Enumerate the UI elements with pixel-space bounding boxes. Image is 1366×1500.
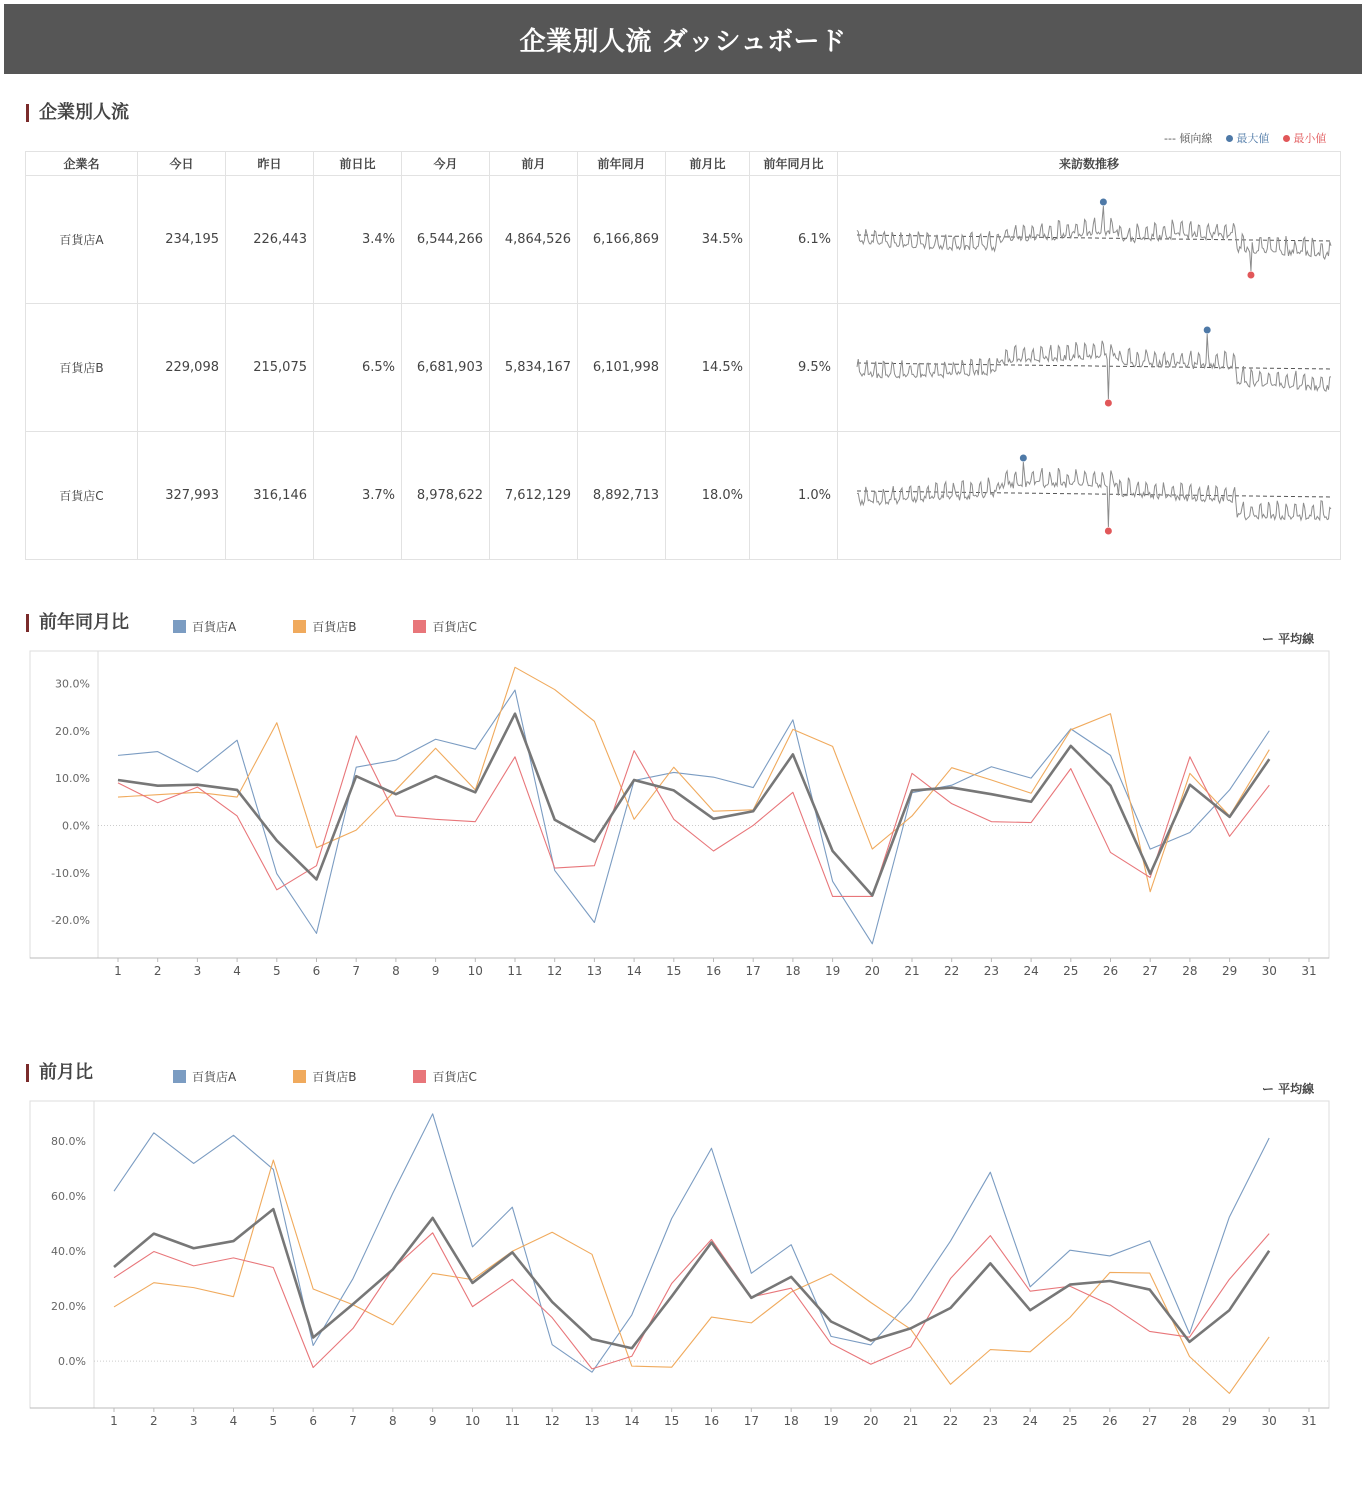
x-tick-label: 12 <box>547 964 563 978</box>
sparkline-series <box>857 462 1331 527</box>
x-tick-label: 7 <box>349 1414 357 1428</box>
x-tick-label: 30 <box>1261 964 1277 978</box>
cell-today: 229,098 <box>138 304 226 432</box>
table-row[interactable] <box>26 432 1341 560</box>
legend-item-c[interactable] <box>413 618 476 635</box>
x-tick-label: 29 <box>1221 964 1238 978</box>
sparkline-cell <box>838 176 1341 304</box>
legend-label: 百貨店A <box>192 1070 237 1084</box>
y-tick-label: 60.0% <box>51 1189 86 1203</box>
sparkline-cell <box>838 304 1341 432</box>
cell-day-ratio: 3.7% <box>314 432 402 560</box>
cell-today: 327,993 <box>138 432 226 560</box>
x-tick-label: 9 <box>431 964 440 978</box>
trend-legend-label: --- 傾向線 <box>1164 132 1213 145</box>
legend-label: 百貨店C <box>432 1070 477 1084</box>
series-line-1 <box>118 690 1269 944</box>
x-tick-label: 2 <box>150 1414 158 1428</box>
sparkline-legend <box>1164 130 1326 146</box>
chart-frame <box>30 651 1329 958</box>
x-tick-label: 25 <box>1063 964 1079 978</box>
dashboard-header <box>4 4 1362 74</box>
x-tick-label: 3 <box>193 964 202 978</box>
cell-yesterday: 226,443 <box>226 176 314 304</box>
trend-legend-item <box>1164 130 1212 146</box>
x-tick-label: 5 <box>272 964 281 978</box>
table-row[interactable] <box>26 176 1341 304</box>
x-tick-label: 13 <box>584 1414 600 1428</box>
x-tick-label: 18 <box>785 964 801 978</box>
cell-mom: 18.0% <box>666 432 750 560</box>
table-header-row <box>26 152 1341 176</box>
x-tick-label: 25 <box>1062 1414 1078 1428</box>
cell-yoy: 9.5% <box>750 304 838 432</box>
col-header-yoy[interactable]: 前年同月比 <box>750 152 838 176</box>
legend-item-a[interactable] <box>173 618 236 635</box>
max-marker <box>1020 455 1027 462</box>
col-header-mom[interactable]: 前月比 <box>666 152 750 176</box>
legend-swatch-icon <box>293 620 306 633</box>
x-tick-label: 28 <box>1181 1414 1198 1428</box>
max-legend-item <box>1226 130 1269 146</box>
y-tick-label: 0.0% <box>62 819 90 833</box>
y-tick-label: 40.0% <box>51 1244 86 1258</box>
x-tick-label: 18 <box>783 1414 799 1428</box>
cell-ly-month: 6,101,998 <box>578 304 666 432</box>
x-tick-label: 26 <box>1102 1414 1118 1428</box>
x-tick-label: 4 <box>229 1414 238 1428</box>
cell-last-month: 7,612,129 <box>490 432 578 560</box>
y-tick-label: 20.0% <box>55 724 90 738</box>
x-tick-label: 7 <box>352 964 361 978</box>
cell-day-ratio: 6.5% <box>314 304 402 432</box>
y-tick-label: -10.0% <box>51 866 90 880</box>
x-tick-label: 16 <box>703 1414 720 1428</box>
x-tick-label: 27 <box>1142 964 1158 978</box>
x-tick-label: 22 <box>944 964 960 978</box>
min-marker <box>1247 272 1254 279</box>
x-tick-label: 16 <box>705 964 722 978</box>
x-tick-label: 20 <box>863 1414 879 1428</box>
col-header-ly-month[interactable]: 前年同月 <box>578 152 666 176</box>
y-tick-label: 30.0% <box>55 677 90 691</box>
x-tick-label: 29 <box>1221 1414 1237 1428</box>
legend-item-c[interactable] <box>413 1068 476 1085</box>
yoy-section-title: 前年同月比 <box>26 614 129 632</box>
y-tick-label: 80.0% <box>51 1134 86 1148</box>
x-tick-label: 23 <box>982 1414 998 1428</box>
x-tick-label: 13 <box>586 964 603 978</box>
mom-average-legend: ー 平均線 <box>1262 1082 1315 1096</box>
x-tick-label: 17 <box>745 964 761 978</box>
cell-ly-month: 6,166,869 <box>578 176 666 304</box>
dashboard-title: 企業別人流 ダッシュボード <box>519 26 847 57</box>
x-tick-label: 14 <box>626 964 642 978</box>
col-header-name[interactable]: 企業名 <box>26 152 138 176</box>
legend-label: 百貨店B <box>312 620 357 634</box>
mom-line-chart <box>0 1095 1366 1435</box>
min-legend-label: 最小値 <box>1293 132 1327 145</box>
col-header-trend[interactable]: 来訪数推移 <box>838 152 1341 176</box>
cell-last-month: 4,864,526 <box>490 176 578 304</box>
cell-yoy: 1.0% <box>750 432 838 560</box>
x-tick-label: 6 <box>309 1414 317 1428</box>
x-tick-label: 19 <box>823 1414 839 1428</box>
legend-swatch-icon <box>173 620 186 633</box>
x-tick-label: 1 <box>114 964 122 978</box>
x-tick-label: 2 <box>153 964 162 978</box>
sparkline-chart <box>839 176 1340 299</box>
x-tick-label: 17 <box>743 1414 759 1428</box>
x-tick-label: 22 <box>942 1414 959 1428</box>
x-tick-label: 8 <box>392 964 400 978</box>
x-tick-label: 19 <box>824 964 841 978</box>
col-header-this-month[interactable]: 今月 <box>402 152 490 176</box>
min-marker <box>1105 528 1112 535</box>
x-tick-label: 9 <box>428 1414 437 1428</box>
x-tick-label: 15 <box>666 964 682 978</box>
x-tick-label: 28 <box>1182 964 1198 978</box>
x-tick-label: 1 <box>110 1414 118 1428</box>
series-line-2 <box>118 667 1269 891</box>
cell-today: 234,195 <box>138 176 226 304</box>
legend-item-b[interactable] <box>293 618 356 635</box>
x-tick-label: 31 <box>1301 1414 1317 1428</box>
x-tick-label: 4 <box>233 964 241 978</box>
y-tick-label: -20.0% <box>51 914 90 928</box>
yoy-line-chart <box>0 645 1366 985</box>
legend-item-b[interactable] <box>293 1068 356 1085</box>
x-tick-label: 23 <box>983 964 1000 978</box>
cell-ly-month: 8,892,713 <box>578 432 666 560</box>
yoy-legend <box>173 618 534 635</box>
x-tick-label: 8 <box>389 1414 397 1428</box>
max-marker <box>1204 327 1211 334</box>
sparkline-chart <box>839 304 1340 427</box>
col-header-yesterday[interactable]: 昨日 <box>226 152 314 176</box>
cell-yoy: 6.1% <box>750 176 838 304</box>
x-tick-label: 27 <box>1142 1414 1158 1428</box>
x-tick-label: 10 <box>467 964 483 978</box>
x-tick-label: 21 <box>904 964 920 978</box>
table-row[interactable] <box>26 304 1341 432</box>
cell-this-month: 6,544,266 <box>402 176 490 304</box>
y-tick-label: 0.0% <box>58 1355 86 1369</box>
legend-swatch-icon <box>413 620 426 633</box>
cell-store-name: 百貨店C <box>26 432 138 560</box>
col-header-day-ratio[interactable]: 前日比 <box>314 152 402 176</box>
cell-store-name: 百貨店B <box>26 304 138 432</box>
sparkline-series <box>857 334 1331 399</box>
sparkline-chart <box>839 432 1340 555</box>
min-marker <box>1105 400 1112 407</box>
legend-label: 百貨店B <box>312 1070 357 1084</box>
legend-label: 百貨店C <box>432 620 477 634</box>
mom-legend <box>173 1068 534 1085</box>
yoy-average-legend: ー 平均線 <box>1262 632 1315 646</box>
store-flow-table <box>25 151 1341 560</box>
trend-line <box>857 491 1331 497</box>
cell-this-month: 6,681,903 <box>402 304 490 432</box>
x-tick-label: 15 <box>664 1414 680 1428</box>
x-tick-label: 30 <box>1261 1414 1277 1428</box>
sparkline-cell <box>838 432 1341 560</box>
x-tick-label: 21 <box>903 1414 919 1428</box>
x-tick-label: 12 <box>544 1414 560 1428</box>
min-dot-icon <box>1283 135 1290 142</box>
legend-swatch-icon <box>413 1070 426 1083</box>
cell-store-name: 百貨店A <box>26 176 138 304</box>
col-header-today[interactable]: 今日 <box>138 152 226 176</box>
x-tick-label: 31 <box>1301 964 1317 978</box>
cell-day-ratio: 3.4% <box>314 176 402 304</box>
legend-item-a[interactable] <box>173 1068 236 1085</box>
cell-yesterday: 316,146 <box>226 432 314 560</box>
mom-section-title: 前月比 <box>26 1064 93 1082</box>
max-marker <box>1100 199 1107 206</box>
x-tick-label: 26 <box>1102 964 1119 978</box>
chart-frame <box>30 1101 1329 1408</box>
y-tick-label: 20.0% <box>51 1300 86 1314</box>
x-tick-label: 20 <box>864 964 880 978</box>
x-tick-label: 3 <box>189 1414 198 1428</box>
cell-this-month: 8,978,622 <box>402 432 490 560</box>
x-tick-label: 5 <box>269 1414 278 1428</box>
y-tick-label: 10.0% <box>55 772 90 786</box>
series-line-4 <box>118 714 1269 896</box>
legend-swatch-icon <box>293 1070 306 1083</box>
x-tick-label: 24 <box>1023 964 1039 978</box>
cell-yesterday: 215,075 <box>226 304 314 432</box>
legend-label: 百貨店A <box>192 620 237 634</box>
cell-last-month: 5,834,167 <box>490 304 578 432</box>
sparkline-series <box>857 206 1331 271</box>
min-legend-item <box>1283 130 1326 146</box>
col-header-last-month[interactable]: 前月 <box>490 152 578 176</box>
flow-section-title: 企業別人流 <box>26 104 129 122</box>
x-tick-label: 11 <box>504 1414 520 1428</box>
x-tick-label: 14 <box>624 1414 640 1428</box>
legend-swatch-icon <box>173 1070 186 1083</box>
x-tick-label: 10 <box>464 1414 481 1428</box>
cell-mom: 14.5% <box>666 304 750 432</box>
series-line-2 <box>114 1160 1269 1393</box>
x-tick-label: 6 <box>312 964 321 978</box>
series-line-3 <box>118 736 1269 896</box>
max-dot-icon <box>1226 135 1233 142</box>
x-tick-label: 24 <box>1022 1414 1038 1428</box>
max-legend-label: 最大値 <box>1236 132 1270 145</box>
x-tick-label: 11 <box>507 964 523 978</box>
cell-mom: 34.5% <box>666 176 750 304</box>
series-line-1 <box>114 1114 1269 1372</box>
